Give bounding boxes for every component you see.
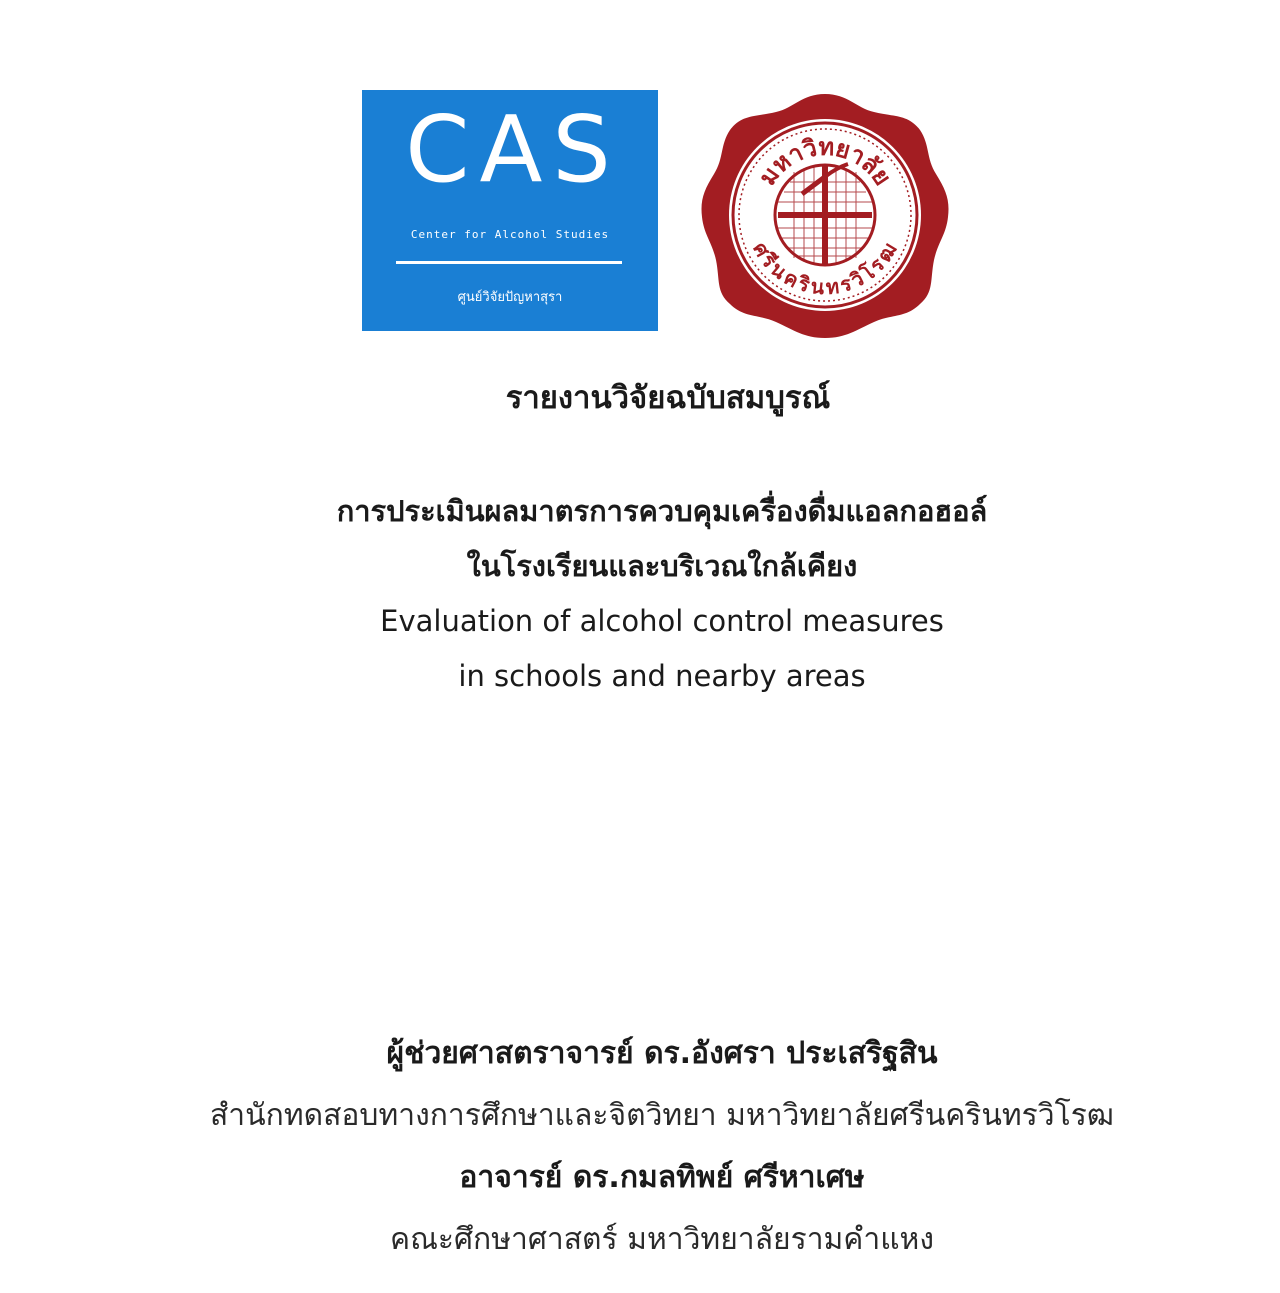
report-title	[0, 484, 1280, 704]
logo-row	[362, 90, 952, 340]
author-affiliation: คณะศึกษาศาสตร์ มหาวิทยาลัยรามคำแหง	[390, 1222, 934, 1257]
seal-text-top: มหาวิทยาลัย	[753, 132, 897, 191]
title-thai-line-1: การประเมินผลมาตรการควบคุมเครื่องดื่มแอลกอฮอล์	[336, 494, 988, 528]
cas-logo-title: CAS	[405, 96, 621, 203]
cas-logo-thai-name: ศูนย์วิจัยปัญหาสุรา	[457, 290, 563, 305]
cas-logo	[362, 90, 658, 331]
seal-text-bottom: ศรีนครินทรวิโรฒ	[747, 238, 902, 300]
university-seal-logo	[698, 90, 952, 340]
report-type-heading: รายงานวิจัยฉบับสมบูรณ์	[505, 380, 831, 416]
title-english-line-2: in schools and nearby areas	[458, 659, 866, 693]
author-name: อาจารย์ ดร.กมลทิพย์ ศรีหาเศษ	[459, 1160, 865, 1195]
title-thai-line-2: ในโรงเรียนและบริเวณใกล้เคียง	[466, 549, 858, 583]
cas-logo-subtitle: Center for Alcohol Studies	[410, 228, 610, 241]
author-list	[0, 1023, 1280, 1271]
title-english-line-1: Evaluation of alcohol control measures	[380, 604, 944, 638]
author-name: ผู้ช่วยศาสตราจารย์ ดร.อังศรา ประเสริฐสิน	[386, 1036, 938, 1071]
author-affiliation: สำนักทดสอบทางการศึกษาและจิตวิทยา มหาวิทยาลัยศรีนครินทรวิโรฒ	[210, 1098, 1114, 1133]
cas-logo-divider	[396, 261, 622, 264]
